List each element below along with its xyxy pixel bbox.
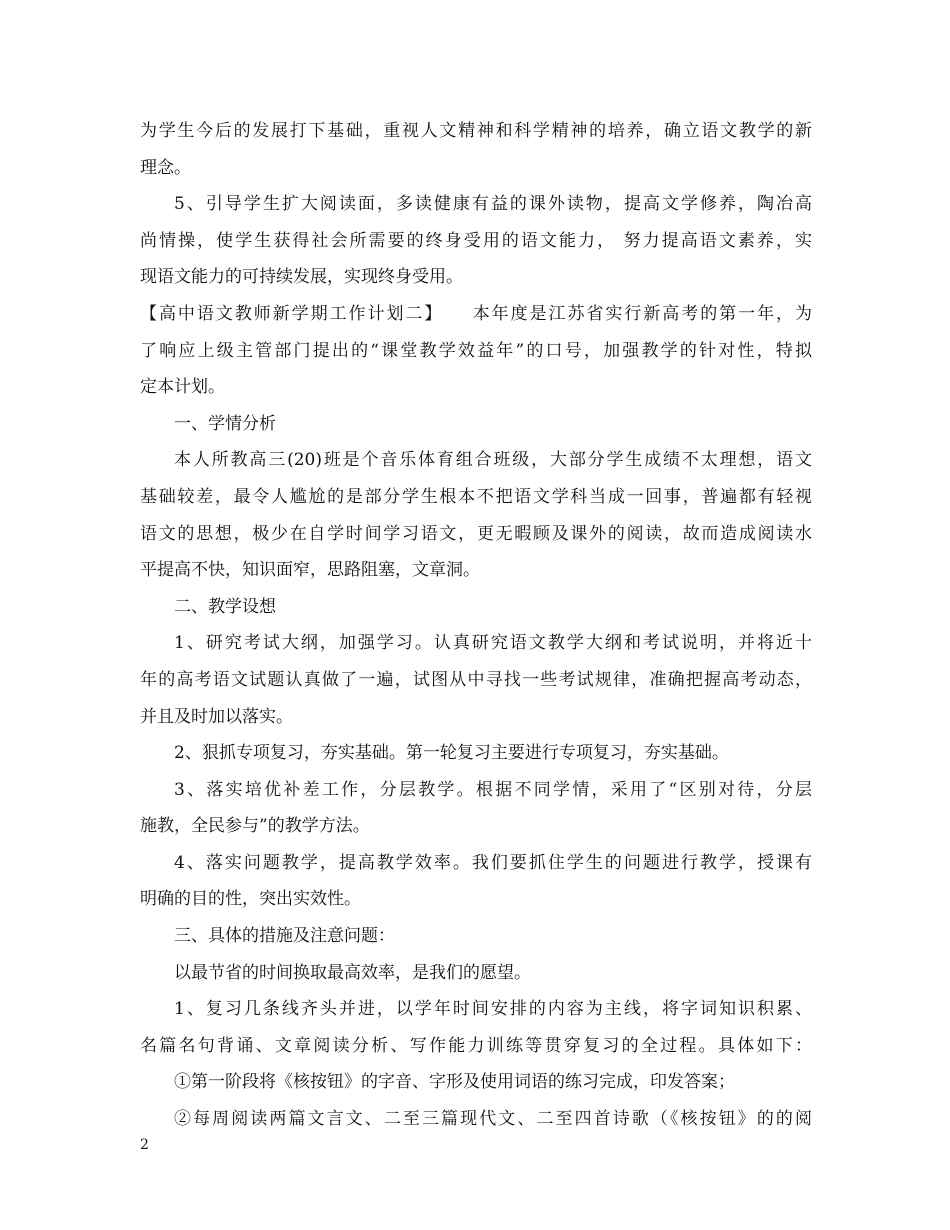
text-line: 三、具体的措施及注意问题： xyxy=(174,926,395,947)
text-line: 现语文能力的可持续发展，实现终身受用。 xyxy=(140,267,463,288)
text-line: 3、落实培优补差工作，分层教学。根据不同学情，采用了“区别对待，分层 xyxy=(174,779,812,800)
text-line: 1、复习几条线齐头并进，以学年时间安排的内容为主线，将字词知识积累、 xyxy=(174,999,812,1020)
text-line: 平提高不快，知识面窄，思路阻塞，文章洞。 xyxy=(140,560,480,581)
text-line: 2、狠抓专项复习，夯实基础。第一轮复习主要进行专项复习，夯实基础。 xyxy=(174,743,729,764)
text-line: 5、引导学生扩大阅读面，多读健康有益的课外读物，提高文学修养，陶冶高 xyxy=(174,194,812,215)
text-line: 为学生今后的发展打下基础，重视人文精神和科学精神的培养，确立语文教学的新 xyxy=(140,121,812,141)
text-line: 理念。 xyxy=(140,157,191,178)
text-line: 尚情操，使学生获得社会所需要的终身受用的语文能力， 努力提高语文素养，实 xyxy=(140,230,812,251)
text-line: 二、教学设想 xyxy=(174,596,276,617)
page-number: 2 xyxy=(140,1137,149,1153)
text-line: 明确的目的性，突出实效性。 xyxy=(140,889,361,910)
text-line: 名篇名句背诵、文章阅读分析、写作能力训练等贯穿复习的全过程。具体如下： xyxy=(140,1035,812,1056)
text-line: 施教，全民参与”的教学方法。 xyxy=(140,816,370,837)
text-line: 4、落实问题教学，提高教学效率。我们要抓住学生的问题进行教学，授课有 xyxy=(174,852,812,873)
text-line: 年的高考语文试题认真做了一遍，试图从中寻找一些考试规律，准确把握高考动态， xyxy=(140,669,812,690)
body-text xyxy=(140,113,812,1138)
text-line: ①第一阶段将《核按钮》的字音、字形及使用词语的练习完成，印发答案； xyxy=(174,1072,735,1093)
text-line: 以最节省的时间换取最高效率，是我们的愿望。 xyxy=(174,962,531,983)
text-line: 本人所教高三(20)班是个音乐体育组合班级，大部分学生成绩不太理想，语文 xyxy=(174,450,812,471)
text-line: 【高中语文教师新学期工作计划二】 本年度是江苏省实行新高考的第一年，为 xyxy=(140,303,812,324)
text-line: 一、学情分析 xyxy=(174,413,276,434)
text-line: ②每周阅读两篇文言文、二至三篇现代文、二至四首诗歌（《核按钮》的的阅 xyxy=(174,1109,812,1130)
text-line: 定本计划。 xyxy=(140,377,225,398)
text-line: 语文的思想，极少在自学时间学习语文，更无暇顾及课外的阅读，故而造成阅读水 xyxy=(140,523,812,544)
text-line: 并且及时加以落实。 xyxy=(140,706,293,727)
text-line: 了响应上级主管部门提出的“课堂教学效益年”的口号，加强教学的针对性，特拟 xyxy=(140,340,812,361)
text-line: 1、研究考试大纲，加强学习。认真研究语文教学大纲和考试说明，并将近十 xyxy=(174,633,812,654)
text-line: 基础较差，最令人尴尬的是部分学生根本不把语文学科当成一回事，普遍都有轻视 xyxy=(140,486,812,507)
